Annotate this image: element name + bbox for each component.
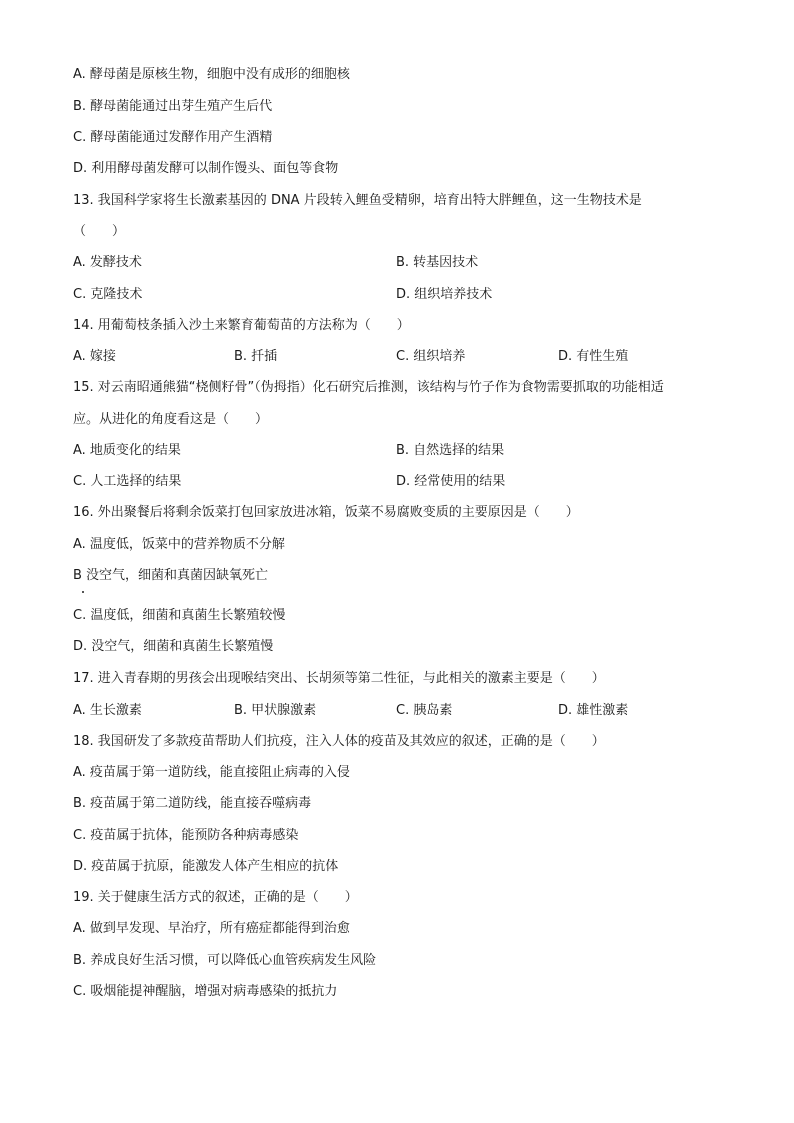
q19-option-a: A. 做到早发现、早治疗，所有癌症都能得到治愈: [73, 921, 350, 936]
q15-option-d: D. 经常使用的结果: [396, 474, 506, 489]
q17-option-b: B. 甲状腺激素: [234, 703, 317, 718]
q14-option-b: B. 扦插: [234, 349, 278, 364]
q18-option-b: B. 疫苗属于第二道防线，能直接吞噬病毒: [73, 796, 312, 811]
q15-option-c: C. 人工选择的结果: [73, 474, 182, 489]
q15-option-b: B. 自然选择的结果: [396, 443, 505, 458]
q17-option-d: D. 雄性激素: [558, 703, 629, 718]
q12-option-b: B. 酵母菌能通过出芽生殖产生后代: [73, 99, 273, 114]
q13-option-c: C. 克隆技术: [73, 287, 143, 302]
q17-option-a: A. 生长激素: [73, 703, 142, 718]
q15-stem-line2: 应。从进化的角度看这是（ ）: [73, 412, 269, 427]
q16-option-a: A. 温度低，饭菜中的营养物质不分解: [73, 537, 285, 552]
q14-option-a: A. 嫁接: [73, 349, 116, 364]
q18-option-d: D. 疫苗属于抗原，能激发人体产生相应的抗体: [73, 859, 339, 874]
q13-paren: （ ）: [73, 224, 126, 239]
q13-option-b: B. 转基因技术: [396, 255, 479, 270]
q14-stem: 14. 用葡萄枝条插入沙土来繁育葡萄苗的方法称为（ ）: [73, 318, 410, 333]
q14-option-c: C. 组织培养: [396, 349, 466, 364]
q14-option-d: D. 有性生殖: [558, 349, 629, 364]
q12-option-a: A. 酵母菌是原核生物，细胞中没有成形的细胞核: [73, 67, 350, 82]
q19-option-c: C. 吸烟能提神醒脑，增强对病毒感染的抵抗力: [73, 984, 338, 999]
q12-option-d: D. 利用酵母菌发酵可以制作馒头、面包等食物: [73, 161, 339, 176]
q16-option-b: B 没空气，细菌和真菌因缺氧死亡: [73, 568, 269, 583]
stray-dot-mark: [82, 591, 84, 593]
q19-stem: 19. 关于健康生活方式的叙述，正确的是（ ）: [73, 890, 358, 905]
q15-stem-line1: 15. 对云南昭通熊猫“桡侧籽骨”（伪拇指）化石研究后推测，该结构与竹子作为食物需要抓取的功能相适: [73, 380, 664, 395]
q19-option-b: B. 养成良好生活习惯，可以降低心血管疾病发生风险: [73, 953, 377, 968]
q18-stem: 18. 我国研发了多款疫苗帮助人们抗疫，注入人体的疫苗及其效应的叙述，正确的是（ ）: [73, 734, 605, 749]
q16-stem: 16. 外出聚餐后将剩余饭菜打包回家放进冰箱，饭菜不易腐败变质的主要原因是（ ）: [73, 505, 579, 520]
q16-option-c: C. 温度低，细菌和真菌生长繁殖较慢: [73, 608, 286, 623]
q17-option-c: C. 胰岛素: [396, 703, 453, 718]
q12-option-c: C. 酵母菌能通过发酵作用产生酒精: [73, 130, 273, 145]
q16-option-d: D. 没空气，细菌和真菌生长繁殖慢: [73, 639, 274, 654]
q13-option-d: D. 组织培养技术: [396, 287, 493, 302]
q13-stem: 13. 我国科学家将生长激素基因的 DNA 片段转入鲤鱼受精卵，培育出特大胖鲤鱼，这一生物技术是: [73, 193, 642, 208]
q18-option-c: C. 疫苗属于抗体，能预防各种病毒感染: [73, 828, 299, 843]
q17-stem: 17. 进入青春期的男孩会出现喉结突出、长胡须等第二性征，与此相关的激素主要是（ ）: [73, 671, 605, 686]
q13-option-a: A. 发酵技术: [73, 255, 142, 270]
q18-option-a: A. 疫苗属于第一道防线，能直接阻止病毒的入侵: [73, 765, 350, 780]
q15-option-a: A. 地质变化的结果: [73, 443, 181, 458]
